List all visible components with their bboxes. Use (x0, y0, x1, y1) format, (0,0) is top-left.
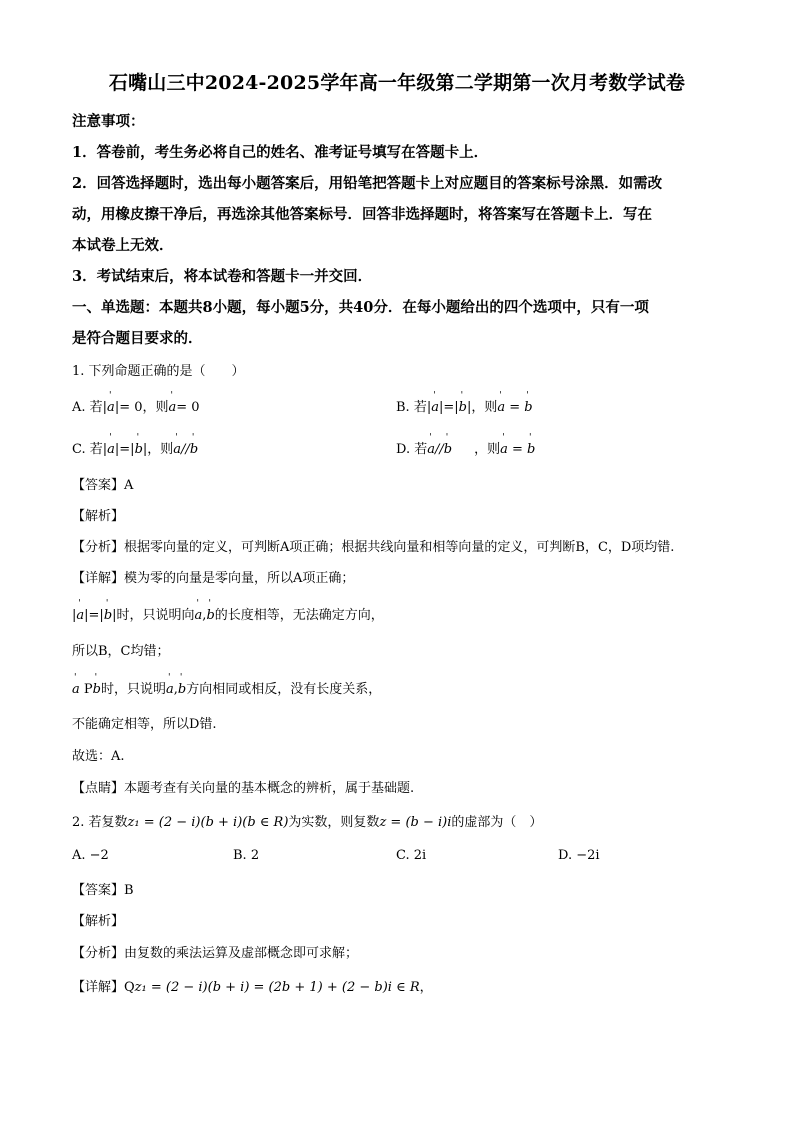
vector-b: ' b (104, 608, 112, 623)
q1-option-c (72, 438, 198, 457)
q1-d2-comma: , (202, 608, 207, 623)
q2-detail (72, 976, 433, 995)
vector-a: ' a (107, 400, 115, 415)
q2-option-d: D. −2i (558, 848, 600, 863)
q2-stem-pre: 2. 若复数 (72, 815, 128, 830)
vector-b: ' b (524, 400, 532, 415)
q1-detail-2 (72, 604, 384, 623)
q1-d-mid: ，则 (474, 442, 501, 457)
vector-a: ' a (195, 608, 203, 623)
q1-c-mid2: |，则 (142, 442, 174, 457)
q1-choice: 故选：A. (72, 749, 125, 764)
q2-option-b: B. 2 (233, 848, 260, 863)
q1-option-b (396, 396, 533, 415)
q1-c-parallel: // (181, 442, 190, 457)
vector-b: ' b (93, 682, 101, 697)
vector-b: ' b (527, 442, 535, 457)
q2-stem-expr2: z = (b − i)i (379, 815, 452, 830)
question-2-stem (72, 811, 542, 830)
q2-detail-end: ， (419, 980, 433, 995)
q1-d4-post: 时，只说明 (100, 682, 166, 697)
q1-b-mid1: |=| (438, 400, 459, 415)
q1-detail-1: 【详解】模为零的向量是零向量，所以A项正确； (72, 571, 355, 586)
q2-stem-expr: z₁ = (2 − i)(b + i)(b ∈ R) (127, 815, 289, 830)
q1-d-eq: = (507, 442, 528, 457)
q1-answer: 【答案】A (72, 478, 134, 493)
q1-d2-post: |时，只说明向 (112, 608, 195, 623)
q1-b-eq: = (505, 400, 525, 415)
q1-fenxi: 【分析】根据零向量的定义，可判断A项正确；根据共线向量和相等向量的定义，可判断B，C，D项均错. (72, 540, 675, 555)
vector-a: ' a (169, 400, 177, 415)
section-heading-line-1: 一、单选题：本题共8小题，每小题5分，共40分．在每小题给出的四个选项中，只有一项 (72, 299, 649, 316)
notice-item-3: 3．考试结束后，将本试卷和答题卡一并交回． (72, 268, 373, 285)
q1-d2-pre: | (72, 608, 77, 623)
vector-a: ' a (427, 442, 435, 457)
q1-d2-mid: |=| (84, 608, 104, 623)
vector-a: ' a (166, 682, 174, 697)
q1-option-d (396, 438, 535, 457)
q2-option-a: A. −2 (72, 848, 109, 863)
vector-a: ' a (107, 442, 115, 457)
notice-item-2-line-2: 动，用橡皮擦干净后，再选涂其他答案标号．回答非选择题时，将答案写在答题卡上．写在 (72, 206, 652, 223)
notice-item-1: 1．答卷前，考生务必将自己的姓名、准考证号填写在答题卡上． (72, 144, 489, 161)
q2-fenxi: 【分析】由复数的乘法运算及虚部概念即可求解； (72, 946, 359, 961)
vector-b: ' b (135, 442, 143, 457)
q1-option-a (72, 396, 200, 415)
vector-b: ' b (459, 400, 467, 415)
q1-b-mid2: |，则 (466, 400, 498, 415)
notice-item-2-line-1: 2．回答选择题时，选出每小题答案后，用铅笔把答题卡上对应题目的答案标号涂黑．如需改 (72, 175, 663, 192)
q2-detail-pre: 【详解】Q (72, 980, 135, 995)
q1-analysis-label: 【解析】 (72, 509, 125, 524)
page-title: 石嘴山三中2024-2025学年高一年级第二学期第一次月考数学试卷 (108, 72, 686, 94)
vector-b: ' b (190, 442, 198, 457)
q1-a-end: = 0 (176, 400, 200, 415)
vector-b: ' b (206, 608, 214, 623)
vector-a: ' a (500, 442, 508, 457)
q1-a-prefix: A. 若| (72, 400, 108, 415)
vector-a: ' a (173, 442, 181, 457)
q1-detail-5: 不能确定相等，所以D错. (72, 717, 217, 732)
q1-c-mid1: |=| (114, 442, 135, 457)
q2-option-c: C. 2i (396, 848, 427, 863)
question-1-stem: 1. 下列命题正确的是（ ） (72, 364, 245, 379)
q1-comment: 【点睛】本题考查有关向量的基本概念的辨析，属于基础题. (72, 781, 415, 796)
q1-detail-3: 所以B，C均错； (72, 644, 170, 659)
q1-d4-comma: , (173, 682, 178, 697)
q2-stem-end: 的虚部为（ ） (451, 815, 543, 830)
vector-a: ' a (431, 400, 439, 415)
q1-detail-4 (72, 678, 381, 697)
q2-answer: 【答案】B (72, 883, 134, 898)
q1-d2-end: 的长度相等，无法确定方向， (214, 608, 384, 623)
q1-d-parallel: // (435, 442, 444, 457)
q1-a-mid: |= 0，则 (114, 400, 169, 415)
q2-stem-mid: 为实数，则复数 (288, 815, 380, 830)
q1-d-prefix: D. 若 (396, 442, 428, 457)
vector-b: ' b (178, 682, 186, 697)
vector-a: ' a (497, 400, 505, 415)
q1-d4-end: 方向相同或相反，没有长度关系， (186, 682, 382, 697)
notice-item-2-line-3: 本试卷上无效． (72, 237, 174, 254)
vector-a: ' a (76, 608, 84, 623)
q1-d4-mid: P (79, 682, 93, 697)
vector-a: ' a (72, 682, 80, 697)
q1-b-prefix: B. 若| (396, 400, 432, 415)
vector-b: ' b (444, 442, 452, 457)
q2-analysis-label: 【解析】 (72, 914, 125, 929)
notice-heading: 注意事项： (72, 113, 145, 130)
q1-c-prefix: C. 若| (72, 442, 108, 457)
section-heading-line-2: 是符合题目要求的． (72, 330, 203, 347)
q2-detail-expr: z₁ = (2 − i)(b + i) = (2b + 1) + (2 − b)i ∈ R (134, 980, 420, 995)
